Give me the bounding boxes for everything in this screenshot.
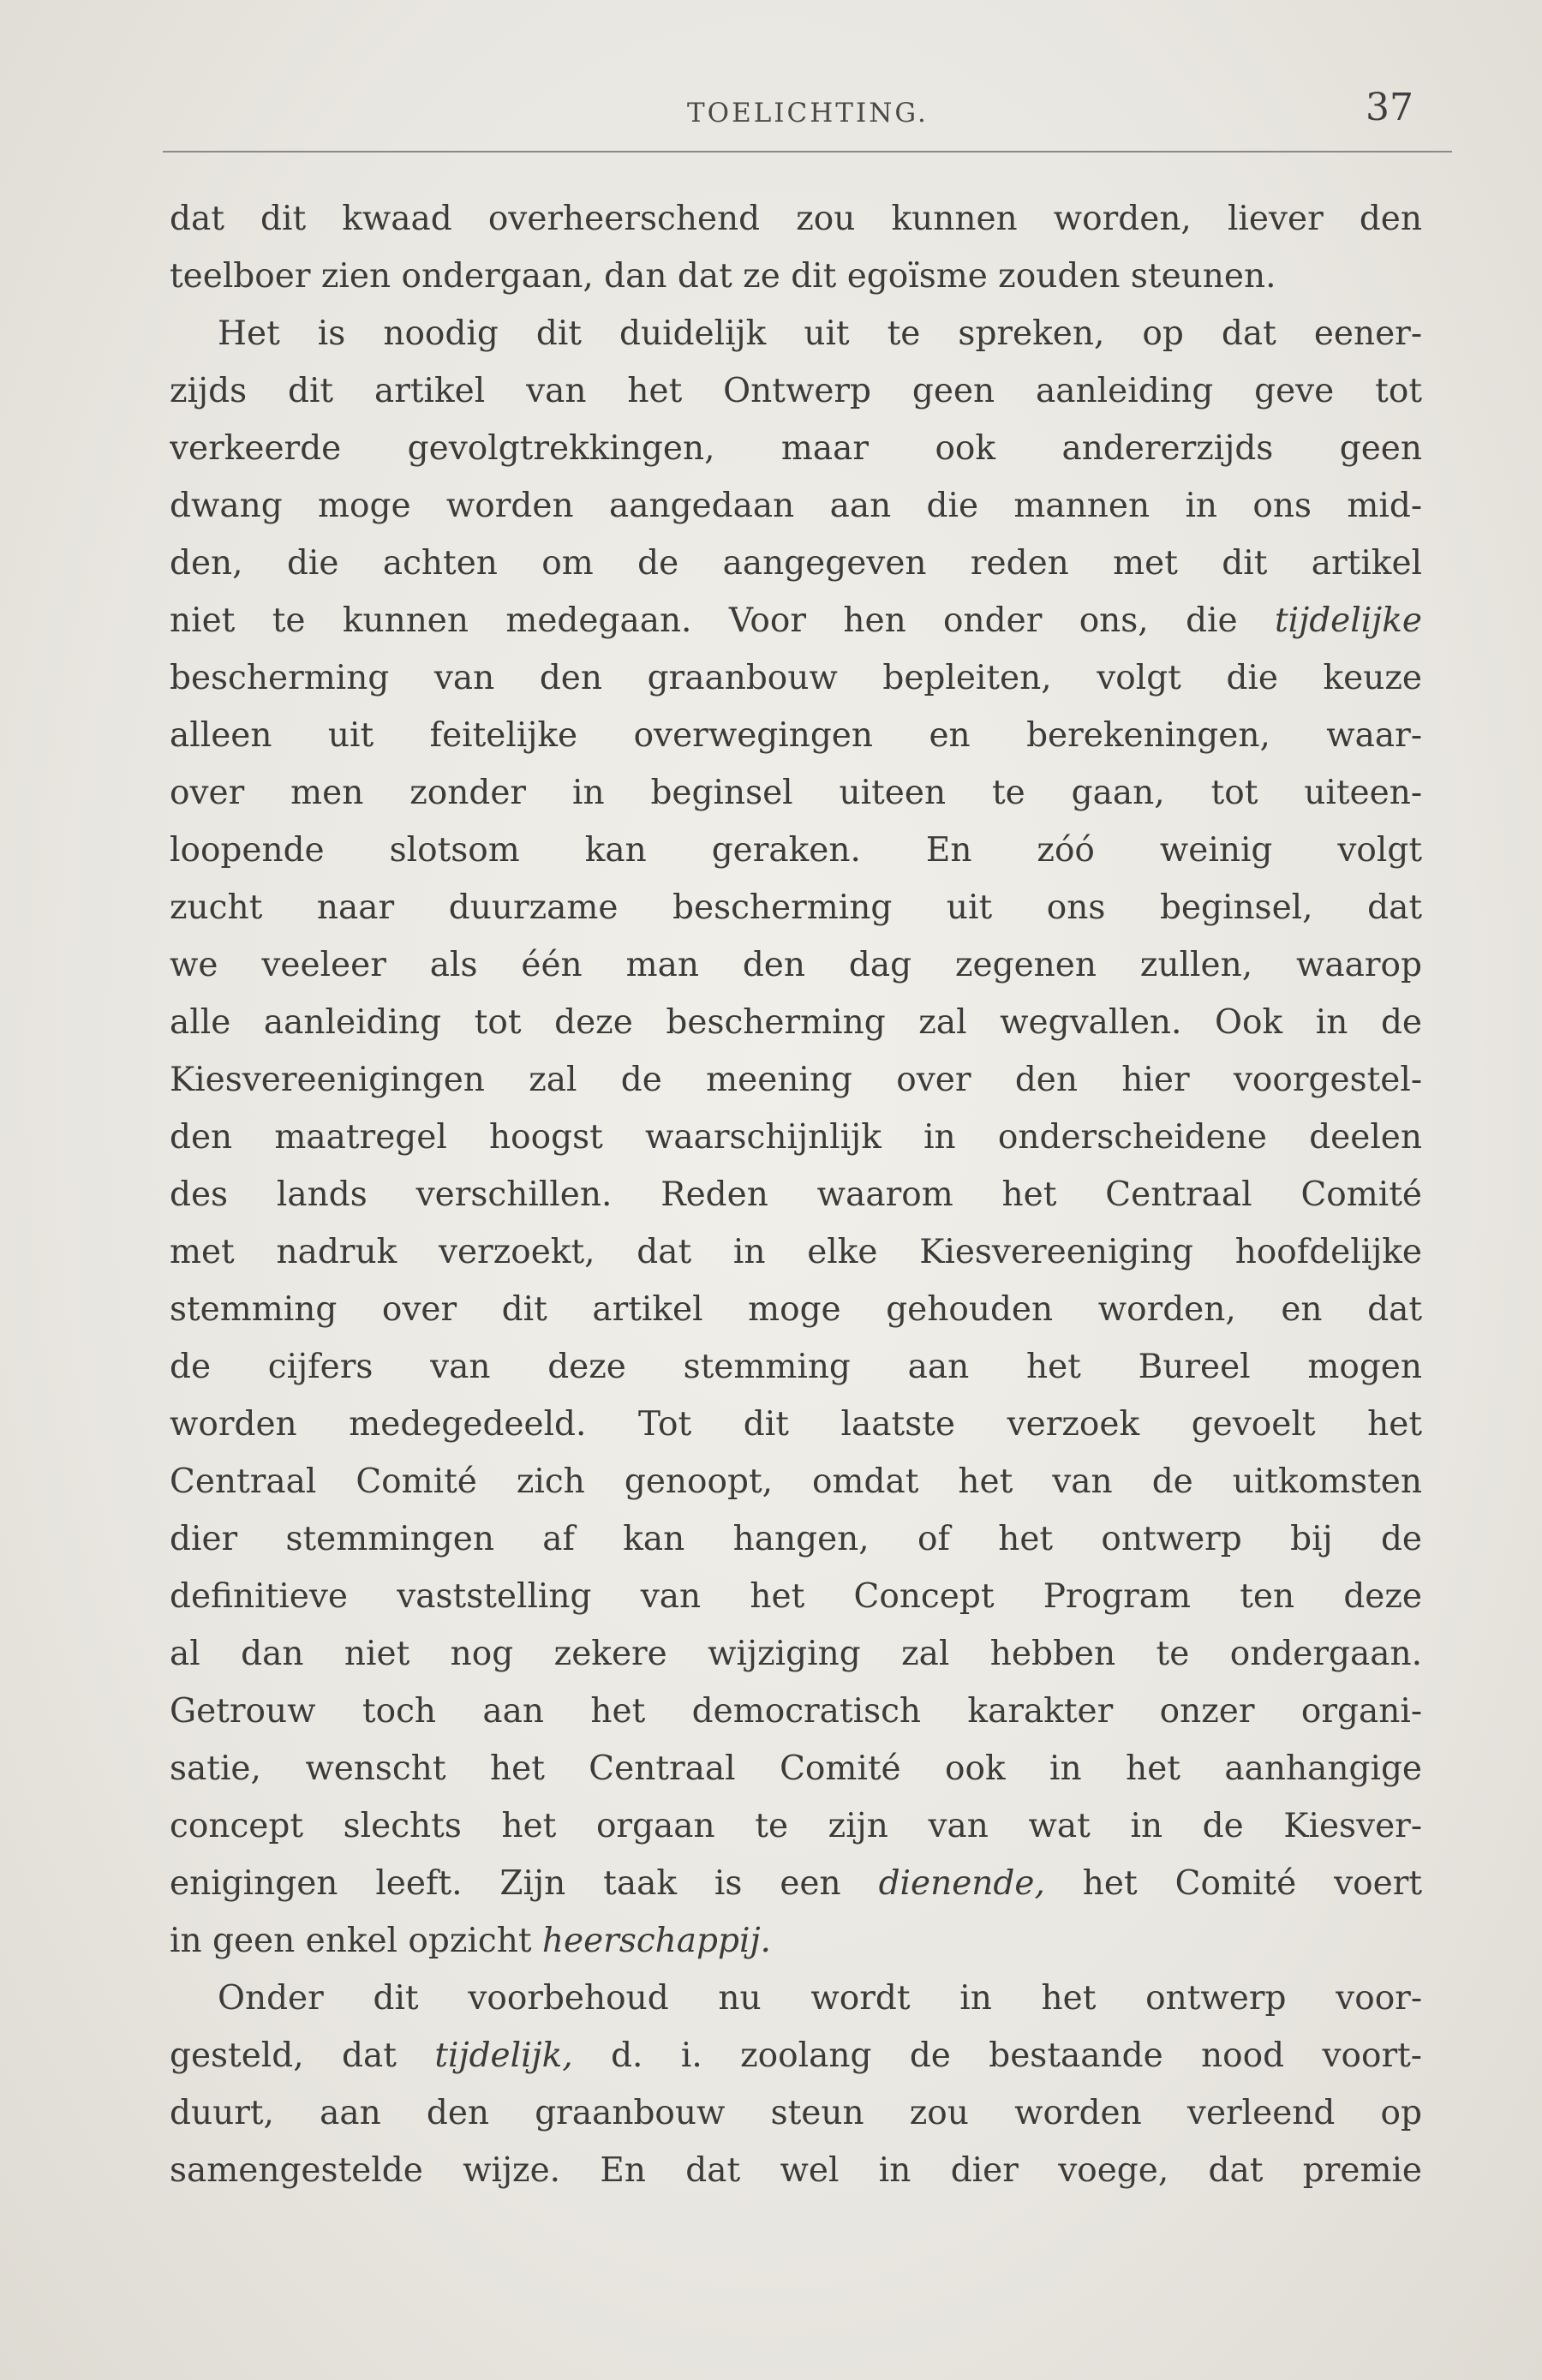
text-line [170,477,1422,535]
text-segment: Getrouw toch aan het democratisch karakter onzer organi- [170,1692,1422,1731]
text-segment: we veeleer als één man den dag zegenen zullen, waarop [170,946,1422,984]
text-line [170,248,1422,305]
text-line [170,822,1422,879]
text-segment: verkeerde gevolgtrekkingen, maar ook andererzijds geen [170,429,1422,468]
text-line [170,420,1422,477]
text-line [170,1510,1422,1568]
text-line [170,305,1422,362]
text-line [170,1223,1422,1281]
text-segment: samengestelde wijze. En dat wel in dier voege, dat premie [170,2151,1422,2190]
text-segment: Onder dit voorbehoud nu wordt in het ontwerp voor- [218,1979,1422,2018]
text-line [170,1396,1422,1453]
text-line [170,1797,1422,1855]
text-segment: zucht naar duurzame bescherming uit ons beginsel, dat [170,888,1422,927]
text-line [170,764,1422,822]
italic-text: tijdelijk, [434,2036,573,2075]
text-segment: duurt, aan den graanbouw steun zou worden verleend op [170,2094,1422,2132]
text-line [170,649,1422,707]
text-segment: Het is noodig dit duidelijk uit te spreken, op dat eener- [218,314,1422,353]
text-line [170,936,1422,994]
text-line [170,1625,1422,1683]
text-segment: loopende slotsom kan geraken. En zóó weinig volgt [170,831,1422,870]
text-segment: dat dit kwaad overheerschend zou kunnen worden, liever den [170,200,1422,238]
text-segment: des lands verschillen. Reden waarom het Centraal Comité [170,1175,1422,1214]
text-line [170,1051,1422,1109]
text-segment: met nadruk verzoekt, dat in elke Kiesvereeniging hoofdelijke [170,1233,1422,1271]
text-line [170,362,1422,420]
running-head: TOELICHTING. [687,98,929,129]
text-segment: alle aanleiding tot deze bescherming zal wegvallen. Ook in de [170,1003,1422,1042]
text-line [170,1855,1422,1912]
text-line [170,592,1422,649]
text-line [170,1740,1422,1797]
text-segment: dwang moge worden aangedaan aan die mannen in ons mid- [170,487,1422,525]
text-line [170,190,1422,248]
text-segment: Kiesvereenigingen zal de meening over den hier voorgestel- [170,1061,1422,1099]
text-segment: enigingen leeft. Zijn taak is een [170,1864,879,1903]
text-segment: d. i. zoolang de bestaande nood voort- [572,2036,1422,2075]
text-line [170,1453,1422,1510]
text-segment: bescherming van den graanbouw bepleiten, volgt die keuze [170,659,1422,697]
header-rule [163,151,1452,152]
text-line [170,1338,1422,1396]
text-line [170,994,1422,1051]
text-line [170,1166,1422,1223]
text-segment: in geen enkel opzicht [170,1922,542,1960]
text-line [170,1281,1422,1338]
text-line [170,1912,1422,1970]
text-line [170,1970,1422,2027]
text-segment: de cijfers van deze stemming aan het Bureel mogen [170,1348,1422,1386]
text-segment: teelboer zien ondergaan, dan dat ze dit egoïsme zouden steunen. [170,257,1276,296]
text-line [170,1109,1422,1166]
text-segment: dier stemmingen af kan hangen, of het ontwerp bij de [170,1520,1422,1558]
text-line [170,707,1422,764]
text-segment: definitieve vaststelling van het Concept Program ten deze [170,1577,1422,1616]
page-number: 37 [1366,86,1414,129]
text-segment: niet te kunnen medegaan. Voor hen onder ons, die [170,601,1275,640]
italic-text: heerschappij. [541,1922,771,1960]
text-line [170,1568,1422,1625]
body-text [170,190,1422,2199]
text-line [170,879,1422,936]
text-line [170,1683,1422,1740]
italic-text: dienende, [878,1864,1045,1903]
text-segment: gesteld, dat [170,2036,435,2075]
text-segment: Centraal Comité zich genoopt, omdat het van de uitkomsten [170,1462,1422,1501]
text-line [170,535,1422,592]
text-line [170,2084,1422,2142]
text-line [170,2142,1422,2199]
text-segment: satie, wenscht het Centraal Comité ook in het aanhangige [170,1749,1422,1788]
text-segment: den, die achten om de aangegeven reden met dit artikel [170,544,1422,583]
text-line [170,2027,1422,2084]
text-segment: stemming over dit artikel moge gehouden worden, en dat [170,1290,1422,1329]
text-segment: alleen uit feitelijke overwegingen en berekeningen, waar- [170,716,1422,755]
page-header [163,86,1414,154]
text-segment: concept slechts het orgaan te zijn van wat in de Kiesver- [170,1807,1422,1845]
italic-text: tijdelijke [1274,601,1422,640]
text-segment: zijds dit artikel van het Ontwerp geen aanleiding geve tot [170,372,1422,410]
text-segment: den maatregel hoogst waarschijnlijk in onderscheidene deelen [170,1118,1422,1157]
text-segment: al dan niet nog zekere wijziging zal hebben te ondergaan. [170,1635,1422,1673]
text-segment: het Comité voert [1044,1864,1422,1903]
text-segment: worden medegedeeld. Tot dit laatste verzoek gevoelt het [170,1405,1422,1444]
text-segment: over men zonder in beginsel uiteen te gaan, tot uiteen- [170,774,1422,812]
